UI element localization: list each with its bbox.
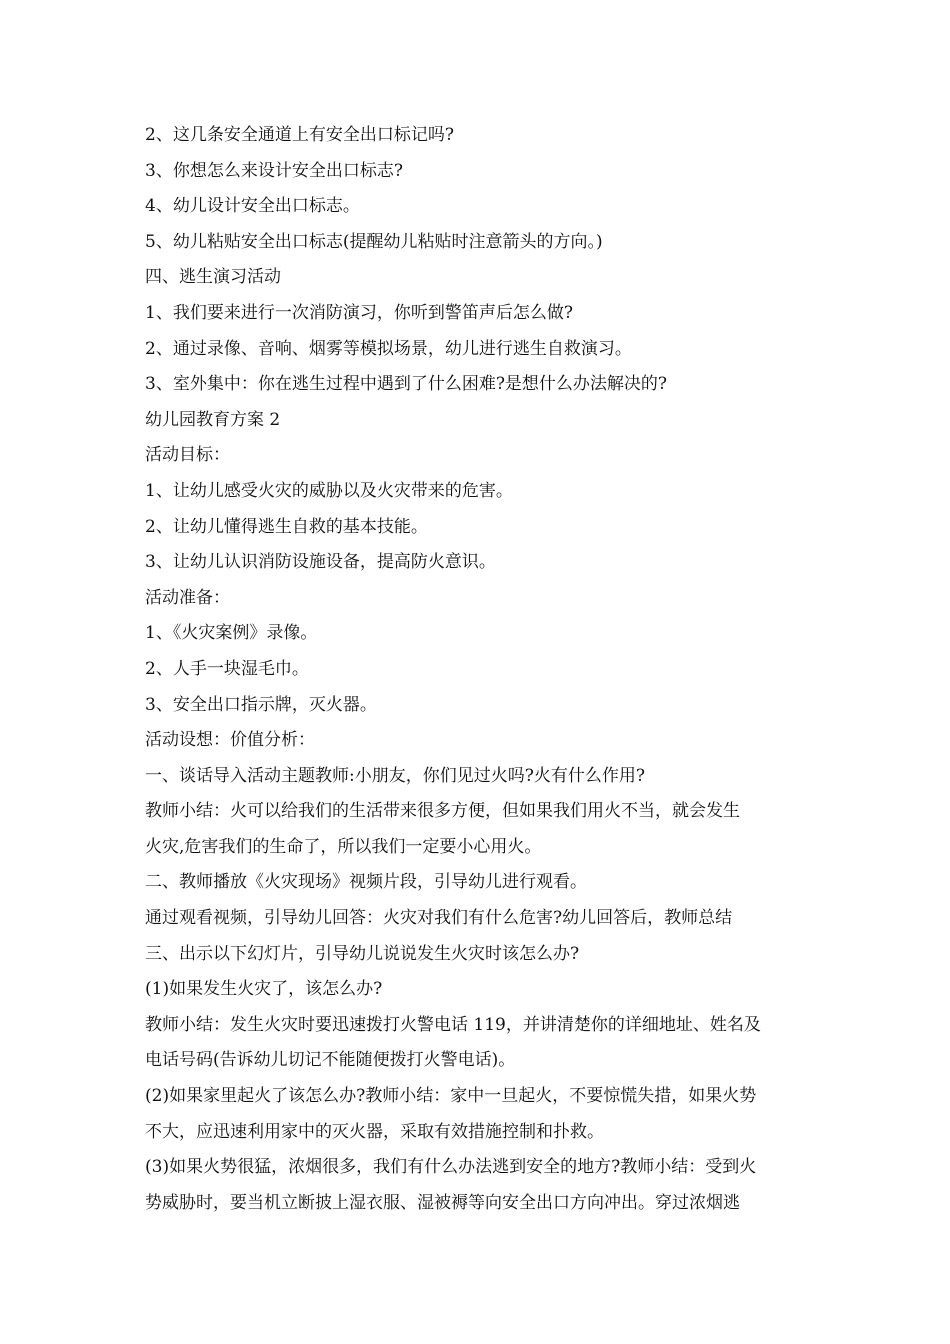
text-line: 教师小结：火可以给我们的生活带来很多方便，但如果我们用火不当，就会发生 [145, 801, 740, 822]
text-line: 3、让幼儿认识消防设施设备，提高防火意识。 [145, 552, 496, 573]
text-line: 3、室外集中：你在逃生过程中遇到了什么困难?是想什么办法解决的? [145, 374, 668, 395]
text-line: (3)如果火势很猛，浓烟很多，我们有什么办法逃到安全的地方?教师小结：受到火 [145, 1157, 757, 1178]
text-line: 势威胁时，要当机立断披上湿衣服、湿被褥等向安全出口方向冲出。穿过浓烟逃 [145, 1192, 740, 1213]
section-heading: 四、逃生演习活动 [145, 267, 281, 288]
text-line: 1、我们要来进行一次消防演习，你听到警笛声后怎么做? [145, 302, 573, 323]
text-line: 5、幼儿粘贴安全出口标志(提醒幼儿粘贴时注意箭头的方向。) [145, 231, 603, 252]
text-line: 二、教师播放《火灾现场》视频片段，引导幼儿进行观看。 [145, 872, 587, 893]
text-line: 3、你想怎么来设计安全出口标志? [145, 160, 403, 181]
text-line: 三、出示以下幻灯片，引导幼儿说说发生火灾时该怎么办? [145, 943, 580, 964]
text-line: 3、安全出口指示牌，灭火器。 [145, 694, 377, 715]
section-heading: 活动设想：价值分析： [145, 730, 315, 751]
text-line: (2)如果家里起火了该怎么办?教师小结：家中一旦起火，不要惊慌失措，如果火势 [145, 1086, 757, 1107]
text-line: 火灾,危害我们的生命了，所以我们一定要小心用火。 [145, 836, 542, 857]
text-line: 电话号码(告诉幼儿切记不能随便拨打火警电话)。 [145, 1050, 516, 1071]
section-heading: 活动准备： [145, 587, 230, 608]
section-heading: 活动目标： [145, 445, 230, 466]
text-line: 2、人手一块湿毛巾。 [145, 658, 309, 679]
text-line: 1、让幼儿感受火灾的威胁以及火灾带来的危害。 [145, 480, 513, 501]
text-line: 2、这几条安全通道上有安全出口标记吗? [145, 125, 454, 145]
text-line: 4、幼儿设计安全出口标志。 [145, 196, 360, 217]
text-line: 2、让幼儿懂得逃生自救的基本技能。 [145, 516, 428, 537]
text-line: 通过观看视频，引导幼儿回答：火灾对我们有什么危害?幼儿回答后，教师总结 [145, 908, 733, 929]
text-line: 一、谈话导入活动主题教师:小朋友，你们见过火吗?火有什么作用? [145, 765, 645, 786]
text-line: 教师小结：发生火灾时要迅速拨打火警电话 119，并讲清楚你的详细地址、姓名及 [145, 1014, 761, 1035]
text-line: 不大，应迅速利用家中的灭火器，采取有效措施控制和扑救。 [145, 1121, 604, 1142]
document-body [145, 118, 810, 1221]
text-line: (1)如果发生火灾了，该怎么办? [145, 979, 383, 1000]
text-line: 2、通过录像、音响、烟雾等模拟场景，幼儿进行逃生自救演习。 [145, 338, 632, 359]
plan-title: 幼儿园教育方案 2 [145, 409, 281, 430]
text-line: 1、《火灾案例》录像。 [145, 623, 318, 644]
